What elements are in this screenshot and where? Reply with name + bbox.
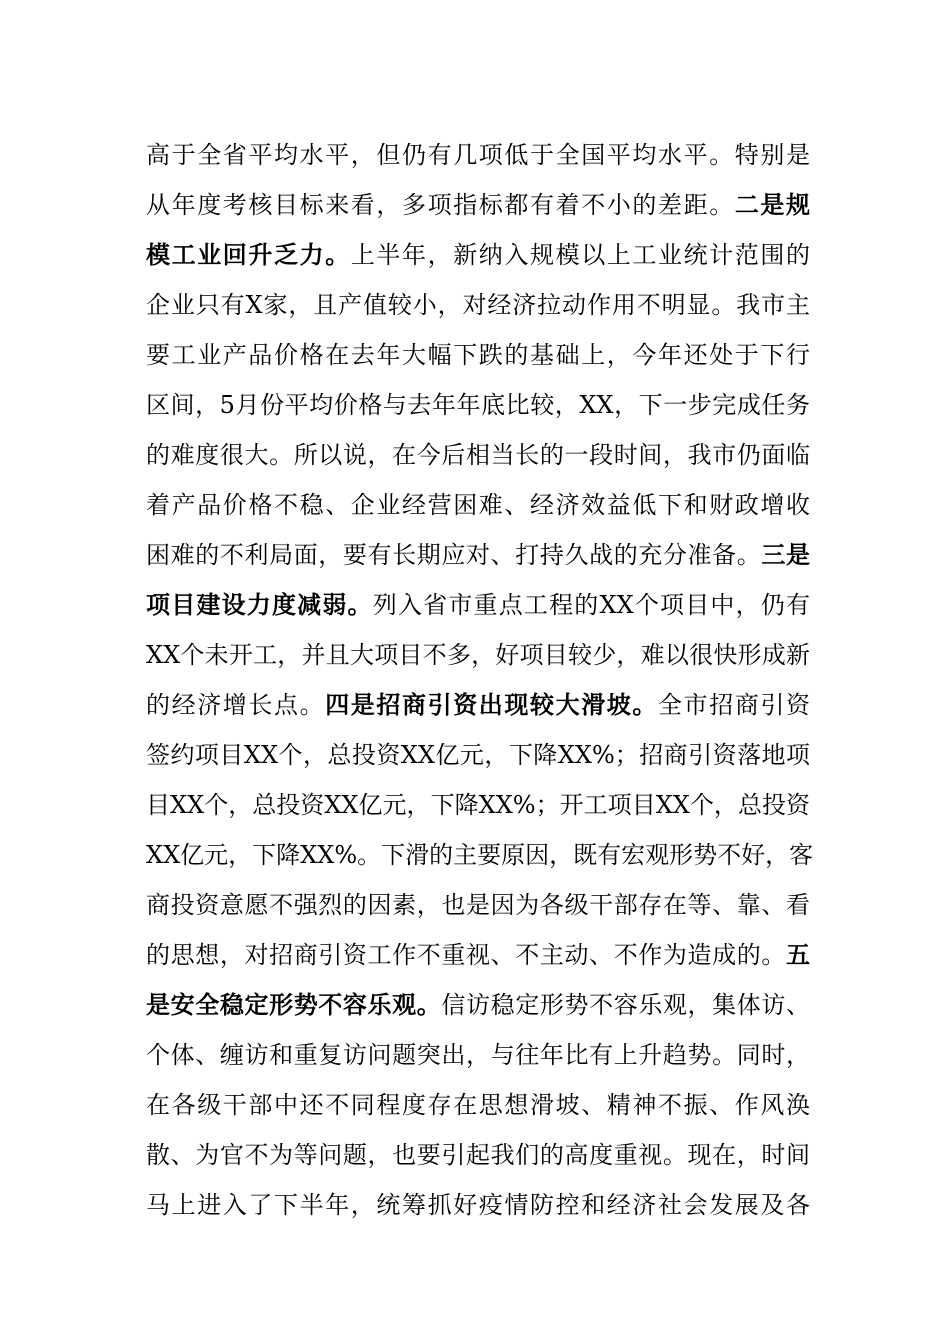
text-line: [146, 1080, 810, 1130]
body-text-segment: 困难的不利局面，要有长期应对、打持久战的充分准备。: [146, 541, 762, 569]
text-line: [146, 330, 810, 380]
text-line: [146, 380, 810, 430]
body-text-segment: 商投资意愿不强烈的因素，也是因为各级干部存在等、靠、看: [146, 891, 810, 919]
text-line: [146, 830, 814, 880]
body-text-segment: 企业只有X家，且产值较小，对经济拉动作用不明显。我市主: [146, 291, 810, 319]
text-line: [146, 880, 810, 930]
text-line: [146, 1030, 810, 1080]
body-text-segment: XX亿元，下降XX%。下滑的主要原因，既有宏观形势不好，客: [146, 841, 814, 869]
body-text-segment: 个体、缠访和重复访问题突出，与往年比有上升趋势。同时，: [146, 1041, 810, 1069]
text-line: [146, 580, 810, 630]
body-text-segment: 的经济增长点。: [146, 691, 326, 719]
body-text-segment: 区间，5月份平均价格与去年年底比较，XX，下一步完成任务: [146, 391, 810, 419]
text-line: [146, 930, 810, 980]
text-line: [146, 680, 810, 730]
body-text-segment: 要工业产品价格在去年大幅下跌的基础上，今年还处于下行: [146, 341, 810, 369]
body-text-segment: 的思想，对招商引资工作不重视、不主动、不作为造成的。: [146, 941, 786, 969]
body-text-segment: XX个未开工，并且大项目不多，好项目较少，难以很快形成新: [146, 641, 810, 669]
body-text-segment: 着产品价格不稳、企业经营困难、经济效益低下和财政增收: [146, 491, 810, 519]
body-text-segment: 在各级干部中还不同程度存在思想滑坡、精神不振、作风涣: [146, 1091, 810, 1119]
body-text-segment: 的难度很大。所以说，在今后相当长的一段时间，我市仍面临: [146, 441, 810, 469]
text-line: [146, 130, 810, 180]
text-line: [146, 730, 810, 780]
text-line: [146, 480, 810, 530]
text-line: [146, 230, 810, 280]
text-line: [146, 180, 810, 230]
text-line: [146, 430, 810, 480]
body-text-segment: 散、为官不为等问题，也要引起我们的高度重视。现在，时间: [146, 1141, 810, 1169]
bold-heading-text: 五: [786, 940, 810, 969]
body-text-segment: 高于全省平均水平，但仍有几项低于全国平均水平。特别是: [146, 141, 810, 169]
body-text-segment: 目XX个，总投资XX亿元，下降XX%；开工项目XX个，总投资: [146, 791, 810, 819]
body-text-segment: 上半年，新纳入规模以上工业统计范围的: [350, 241, 811, 269]
bold-heading-text: 三是: [761, 540, 811, 569]
bold-heading-text: 二是规: [734, 190, 811, 219]
bold-heading-text: 模工业回升乏力。: [146, 240, 351, 269]
bold-heading-text: 是安全稳定形势不容乐观。: [146, 990, 442, 1019]
text-line: [146, 1180, 810, 1230]
bold-heading-text: 四是招商引资出现较大滑坡。: [325, 690, 659, 719]
text-line: [146, 1130, 810, 1180]
body-text-segment: 全市招商引资: [658, 691, 811, 719]
text-line: [146, 630, 810, 680]
text-line: [146, 980, 810, 1030]
text-line: [146, 780, 810, 830]
body-text-segment: 从年度考核目标来看，多项指标都有着不小的差距。: [146, 191, 735, 219]
body-text-segment: 列入省市重点工程的XX个项目中，仍有: [372, 591, 811, 619]
body-text-segment: 马上进入了下半年，统筹抓好疫情防控和经济社会发展及各: [146, 1191, 810, 1219]
body-text: [146, 130, 814, 1230]
text-line: [146, 280, 810, 330]
bold-heading-text: 项目建设力度减弱。: [146, 590, 373, 619]
text-line: [146, 530, 810, 580]
body-text-segment: 信访稳定形势不容乐观，集体访、: [441, 991, 811, 1019]
body-text-segment: 签约项目XX个，总投资XX亿元，下降XX%；招商引资落地项: [146, 741, 810, 769]
